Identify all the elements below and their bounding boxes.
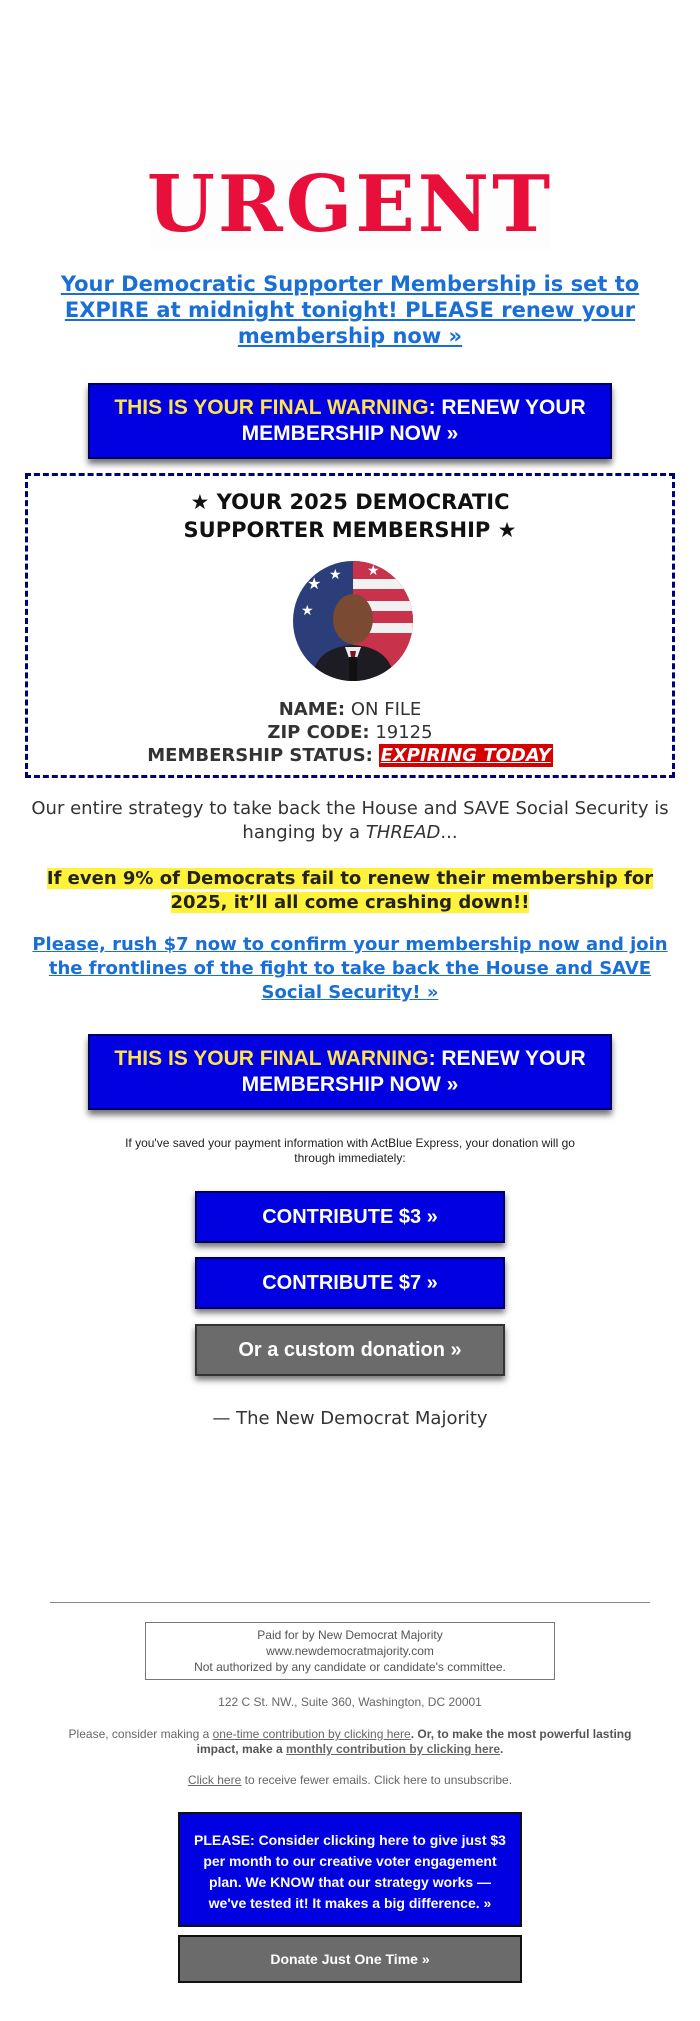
footer-divider xyxy=(50,1602,650,1603)
zip-value: 19125 xyxy=(375,722,433,743)
consider-text-c: . xyxy=(500,1742,504,1756)
monthly-contribution-link[interactable]: monthly contribution by clicking here xyxy=(286,1742,501,1756)
status-badge[interactable]: EXPIRING TODAY xyxy=(380,745,551,766)
final-warning-rest-bottom: : RENEW YOUR MEMBERSHIP NOW » xyxy=(241,1047,586,1096)
name-row xyxy=(28,698,672,721)
fewer-emails-link[interactable]: Click here xyxy=(187,1773,242,1787)
consider-text-a: Please, consider making a xyxy=(68,1727,213,1741)
membership-fields xyxy=(28,698,672,767)
strategy-text xyxy=(25,797,675,845)
address: 122 C St. NW., Suite 360, Washington, DC 20001 xyxy=(218,1695,482,1709)
final-warning-button-bottom[interactable] xyxy=(88,1034,612,1110)
fewer-emails-text xyxy=(50,1773,650,1788)
urgent-heading: URGENT xyxy=(146,159,554,250)
final-warning-button-top[interactable] xyxy=(88,383,612,459)
svg-text:★: ★ xyxy=(367,563,380,579)
strategy-text-a: Our entire strategy to take back the House and SAVE Social Security is hanging by a xyxy=(31,798,669,843)
svg-text:★: ★ xyxy=(301,603,314,619)
paid-for-line: Paid for by New Democrat Majority xyxy=(257,1628,443,1642)
zip-label: ZIP CODE: xyxy=(267,722,370,743)
one-time-contribution-link[interactable]: one-time contribution by clicking here xyxy=(212,1727,411,1741)
consider-contribution-text xyxy=(50,1727,650,1757)
strategy-text-thread: THREAD xyxy=(365,822,441,843)
final-warning-highlight: THIS IS YOUR FINAL WARNING xyxy=(114,396,429,419)
final-warning-rest: : RENEW YOUR MEMBERSHIP NOW » xyxy=(241,396,586,445)
one-time-donation-button[interactable]: Donate Just One Time » xyxy=(178,1935,522,1983)
renew-membership-link[interactable]: Your Democratic Supporter Membership is set to EXPIRE at midnight tonight! PLEASE renew your membership now » xyxy=(60,272,640,348)
unsubscribe-text[interactable]: to receive fewer emails. Click here to unsubscribe. xyxy=(241,1773,513,1787)
urgent-banner xyxy=(146,159,554,250)
svg-text:★: ★ xyxy=(329,567,342,583)
warning-highlight: If even 9% of Democrats fail to renew their membership for 2025, it’ll all come crashing down!! xyxy=(46,868,654,913)
name-value: ON FILE xyxy=(350,699,422,720)
membership-card xyxy=(25,473,675,778)
monthly-donation-button[interactable]: PLEASE: Consider clicking here to give just $3 per month to our creative voter engagement plan. We KNOW that our strategy works — we've tested it! It makes a big difference. » xyxy=(178,1812,522,1927)
warning-text xyxy=(40,867,660,915)
website-line: www.newdemocratmajority.com xyxy=(266,1644,434,1658)
not-authorized-line: Not authorized by any candidate or candidate's committee. xyxy=(194,1660,506,1674)
svg-text:★: ★ xyxy=(307,574,322,593)
zip-row xyxy=(28,721,672,744)
actblue-express-note: If you've saved your payment information with ActBlue Express, your donation will go through immediately: xyxy=(125,1136,575,1165)
signature: — The New Democrat Majority xyxy=(212,1408,488,1429)
custom-donation-button[interactable]: Or a custom donation » xyxy=(195,1324,505,1376)
paid-for-box xyxy=(145,1622,555,1680)
strategy-text-c: ... xyxy=(440,822,458,843)
name-label: NAME: xyxy=(278,699,346,720)
status-label: MEMBERSHIP STATUS: xyxy=(147,745,373,766)
contribute-3-button[interactable]: CONTRIBUTE $3 » xyxy=(195,1191,505,1243)
status-row xyxy=(28,744,672,767)
card-title xyxy=(28,488,672,544)
rush-donation-link[interactable]: Please, rush $7 now to confirm your membership now and join the frontlines of the fight to take back the House and SAVE Social Security! » xyxy=(32,934,668,1003)
card-title-line2: SUPPORTER MEMBERSHIP ★ xyxy=(183,518,517,542)
card-title-line1: ★ YOUR 2025 DEMOCRATIC xyxy=(190,490,510,514)
portrait-image xyxy=(293,561,413,681)
contribute-7-button[interactable]: CONTRIBUTE $7 » xyxy=(195,1257,505,1309)
final-warning-highlight-bottom: THIS IS YOUR FINAL WARNING xyxy=(114,1047,429,1070)
avatar xyxy=(293,561,413,681)
consider-text-b: . Or, to make the most powerful lasting impact, make a xyxy=(196,1727,632,1756)
